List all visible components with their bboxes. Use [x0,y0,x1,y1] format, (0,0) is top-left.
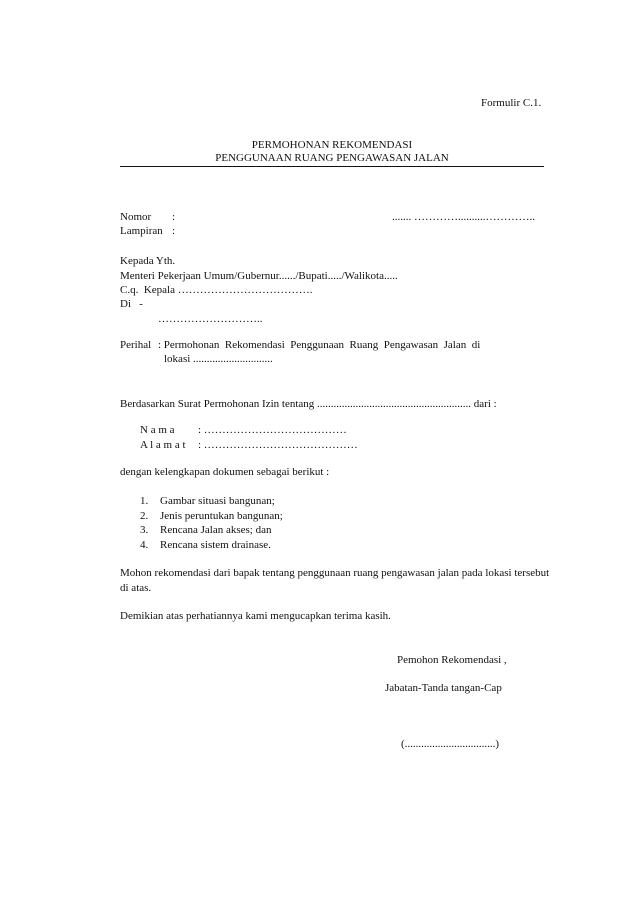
list-item-number: 1. [140,495,149,507]
list-item-number: 3. [140,524,149,536]
lampiran-label: Lampiran [120,225,163,237]
lampiran-colon: : [172,225,176,237]
list-item: Rencana sistem drainase. [160,539,271,551]
perihal-line-2: lokasi ............................. [164,353,273,365]
addressee-line-4: ……………………….. [158,313,263,325]
signature-applicant: Pemohon Rekomendasi , [397,654,507,666]
date-placeholder: ....... …………..........………….. [392,211,535,223]
signature-position: Jabatan-Tanda tangan-Cap [385,682,502,694]
request-line-1: Mohon rekomendasi dari bapak tentang penggunaan ruang pengawasan jalan pada lokasi tersebut [120,567,550,579]
list-item-number: 2. [140,510,149,522]
list-item-number: 4. [140,539,149,551]
addressee-line-3: Di - [120,298,143,310]
nama-value: : ………………………………… [198,424,347,436]
signature-name-placeholder: (.................................) [401,738,500,750]
addressee-greeting: Kepada Yth. [120,255,176,267]
kelengkapan-text: dengan kelengkapan dokumen sebagai berikut : [120,466,330,478]
title-line-1: PERMOHONAN REKOMENDASI [251,139,413,151]
alamat-label: A l a m a t [140,439,186,451]
list-item: Gambar situasi bangunan; [160,495,275,507]
nama-label: N a m a [140,424,175,436]
addressee-line-1: Menteri Pekerjaan Umum/Gubernur....../Bupati...../Walikota..... [120,270,398,282]
perihal-label: Perihal [120,339,152,351]
addressee-line-2: C.q. Kepala ………………………………. [120,284,313,296]
perihal-line-1: : Permohonan Rekomendasi Penggunaan Ruang Pengawasan Jalan di [158,339,481,351]
list-item: Rencana Jalan akses; dan [160,524,272,536]
closing-text: Demikian atas perhatiannya kami mengucapkan terima kasih. [120,610,391,622]
title-divider [120,166,544,167]
title-line-2: PENGGUNAAN RUANG PENGAWASAN JALAN [215,152,449,164]
nomor-label: Nomor [120,211,152,223]
nomor-colon: : [172,211,176,223]
alamat-value: : …………………………………… [198,439,358,451]
request-line-2: di atas. [120,582,152,594]
form-code: Formulir C.1. [481,97,542,109]
list-item: Jenis peruntukan bangunan; [160,510,283,522]
intro-text: Berdasarkan Surat Permohonan Izin tentang ........................................................ dari : [120,398,497,410]
